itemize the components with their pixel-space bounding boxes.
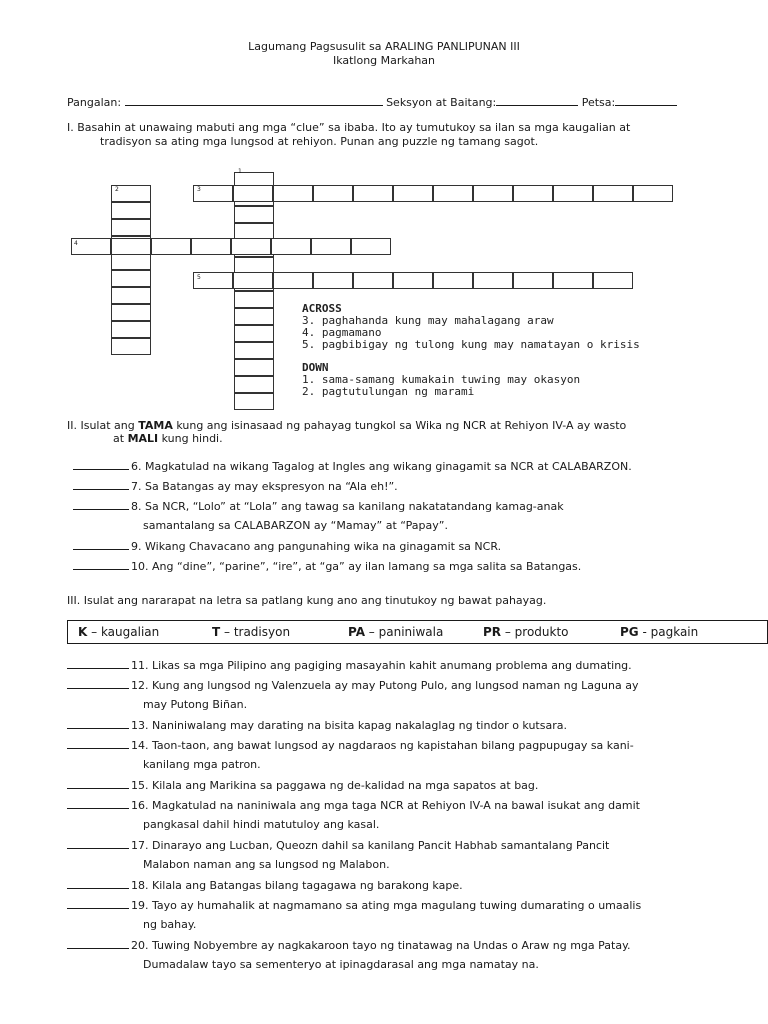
crossword-cell[interactable]: [473, 185, 513, 202]
crossword-cell[interactable]: [111, 270, 151, 287]
crossword-clues: [302, 303, 640, 398]
question-text: Tuwing Nobyembre ay nagkakaroon tayo ng tinatawag na Undas o Araw ng mga Patay.: [152, 939, 631, 952]
question-text: Kilala ang Batangas bilang tagagawa ng barakong kape.: [152, 879, 463, 892]
crossword-cell[interactable]: [111, 338, 151, 355]
question-number: 7.: [131, 480, 145, 493]
question-text: ng bahay.: [143, 918, 197, 931]
question-item: [67, 778, 538, 793]
question-item: [73, 559, 581, 574]
crossword-cell[interactable]: [151, 238, 191, 255]
crossword-cell[interactable]: [273, 185, 313, 202]
crossword-cell[interactable]: [111, 321, 151, 338]
answer-blank[interactable]: [67, 898, 129, 909]
across-clue: 3. paghahanda kung may mahalagang araw: [302, 314, 554, 327]
crossword-cell[interactable]: [313, 272, 353, 289]
question-item: [67, 878, 463, 893]
section-label: Seksyon at Baitang:: [386, 96, 497, 109]
question-text: may Putong Biñan.: [143, 698, 248, 711]
question-item: [73, 459, 632, 474]
name-label: Pangalan:: [67, 96, 122, 109]
part2-instruction-cont: at MALI kung hindi.: [113, 432, 223, 445]
question-item-continuation: [143, 958, 539, 972]
crossword-cell[interactable]: [234, 359, 274, 376]
crossword-cell[interactable]: [234, 206, 274, 223]
section-field[interactable]: [496, 95, 578, 106]
legend-item: K – kaugalian: [78, 625, 160, 639]
crossword-cell[interactable]: [234, 376, 274, 393]
crossword-cell[interactable]: [553, 185, 593, 202]
page-title: Lagumang Pagsusulit sa ARALING PANLIPUNAN III: [248, 40, 520, 53]
answer-blank[interactable]: [67, 798, 129, 809]
crossword-cell[interactable]: [433, 272, 473, 289]
question-number: 8.: [131, 500, 145, 513]
crossword-cell[interactable]: [111, 238, 151, 255]
question-item: [67, 938, 631, 953]
crossword-cell[interactable]: [351, 238, 391, 255]
legend-item: PG - pagkain: [620, 625, 699, 639]
question-number: 17.: [131, 839, 152, 852]
question-text: Tayo ay humahalik at nagmamano sa ating mga magulang tuwing dumarating o umaalis: [152, 899, 642, 912]
question-item-continuation: [143, 698, 247, 712]
part1-instruction-cont: tradisyon sa ating mga lungsod at rehiyon. Punan ang puzzle ng tamang sagot.: [100, 135, 539, 148]
crossword-cell[interactable]: [353, 185, 393, 202]
crossword-cell[interactable]: [233, 272, 273, 289]
answer-key-legend: [67, 620, 768, 644]
clue-number-5: 5: [197, 274, 201, 281]
date-field[interactable]: [615, 95, 677, 106]
across-clue: 4. pagmamano: [302, 326, 382, 339]
date-label: Petsa:: [581, 96, 616, 109]
question-text: Magkatulad na wikang Tagalog at Ingles ang wikang ginagamit sa NCR at CALABARZON.: [145, 460, 632, 473]
answer-blank[interactable]: [67, 718, 129, 729]
answer-blank[interactable]: [67, 738, 129, 749]
question-item-continuation: [143, 858, 390, 872]
answer-blank[interactable]: [67, 938, 129, 949]
answer-blank[interactable]: [73, 559, 129, 570]
crossword-cell[interactable]: [553, 272, 593, 289]
question-item: [67, 898, 641, 913]
question-text: Magkatulad na naniniwala ang mga taga NCR at Rehiyon IV-A na bawal isukat ang damit: [152, 799, 640, 812]
answer-blank[interactable]: [73, 539, 129, 550]
question-text: Taon-taon, ang bawat lungsod ay nagdaraos ng kapistahan bilang pagpupugay sa kani-: [152, 739, 634, 752]
clue-number-4: 4: [74, 240, 78, 247]
crossword-cell[interactable]: [233, 185, 273, 202]
question-item: [67, 738, 634, 753]
crossword-cell[interactable]: [513, 185, 553, 202]
answer-blank[interactable]: [67, 838, 129, 849]
question-item: [73, 479, 398, 494]
question-number: 13.: [131, 719, 152, 732]
question-text: Malabon naman ang sa lungsod ng Malabon.: [143, 858, 390, 871]
across-clue: 5. pagbibigay ng tulong kung may namatayan o krisis: [302, 338, 640, 351]
crossword-cell[interactable]: [111, 287, 151, 304]
answer-blank[interactable]: [67, 678, 129, 689]
question-item: [67, 798, 640, 813]
question-text: Ang “dine”, “parine”, “ire”, at “ga” ay ilan lamang sa mga salita sa Batangas.: [152, 560, 582, 573]
answer-blank[interactable]: [73, 499, 129, 510]
name-field[interactable]: [125, 95, 383, 106]
tama-keyword: TAMA: [138, 419, 173, 432]
question-number: 6.: [131, 460, 145, 473]
question-item-continuation: [143, 818, 379, 832]
crossword-cell[interactable]: [191, 238, 231, 255]
question-number: 10.: [131, 560, 152, 573]
question-text: Dumadalaw tayo sa sementeryo at ipinagdarasal ang mga namatay na.: [143, 958, 539, 971]
crossword-cell[interactable]: [234, 325, 274, 342]
question-item-continuation: [143, 519, 448, 533]
down-clue: 2. pagtutulungan ng marami: [302, 385, 475, 398]
legend-item: T – tradisyon: [212, 625, 291, 639]
part2-instruction: II. Isulat ang TAMA kung ang isinasaad ng pahayag tungkol sa Wika ng NCR at Rehiyon IV-A ay wasto: [67, 419, 627, 432]
part1-instruction: I. Basahin at unawaing mabuti ang mga “clue” sa ibaba. Ito ay tumutukoy sa ilan sa mga kaugalian at: [67, 121, 631, 134]
crossword-cell[interactable]: [393, 185, 433, 202]
question-number: 19.: [131, 899, 152, 912]
crossword-cell[interactable]: [273, 272, 313, 289]
answer-blank[interactable]: [73, 479, 129, 490]
mali-keyword: MALI: [127, 432, 159, 445]
crossword-cell[interactable]: [234, 308, 274, 325]
clue-number-2: 2: [115, 186, 119, 193]
question-item-continuation: [143, 918, 196, 932]
clue-number-1: 1: [238, 168, 242, 175]
crossword-cell[interactable]: [311, 238, 351, 255]
question-number: 15.: [131, 779, 152, 792]
crossword-cell[interactable]: [513, 272, 553, 289]
question-text: Kilala ang Marikina sa paggawa ng de-kalidad na mga sapatos at bag.: [152, 779, 539, 792]
answer-blank[interactable]: [67, 878, 129, 889]
crossword-cell[interactable]: [593, 185, 633, 202]
question-number: 11.: [131, 659, 152, 672]
question-item: [67, 658, 632, 673]
question-item: [67, 678, 638, 693]
question-number: 12.: [131, 679, 152, 692]
answer-blank[interactable]: [67, 778, 129, 789]
question-number: 9.: [131, 540, 145, 553]
question-item: [67, 718, 567, 733]
question-number: 20.: [131, 939, 152, 952]
question-item-continuation: [143, 758, 261, 772]
crossword-cell[interactable]: [234, 342, 274, 359]
answer-blank[interactable]: [67, 658, 129, 669]
question-text: kanilang mga patron.: [143, 758, 261, 771]
question-item: [73, 539, 501, 554]
question-text: Sa NCR, “Lolo” at “Lola” ang tawag sa kanilang nakatatandang kamag-anak: [145, 500, 564, 513]
question-item: [73, 499, 564, 514]
part3-instruction: III. Isulat ang nararapat na letra sa patlang kung ano ang tinutukoy ng bawat pahayag.: [67, 594, 547, 607]
crossword-cell[interactable]: [313, 185, 353, 202]
crossword-cell[interactable]: [393, 272, 433, 289]
question-number: 18.: [131, 879, 152, 892]
crossword-cell[interactable]: [111, 202, 151, 219]
crossword-cell[interactable]: [111, 253, 151, 270]
legend-item: PR – produkto: [483, 625, 569, 639]
crossword-cell[interactable]: [271, 238, 311, 255]
question-text: Likas sa mga Pilipino ang pagiging masayahin kahit anumang problema ang dumating.: [152, 659, 632, 672]
question-text: pangkasal dahil hindi matutuloy ang kasal.: [143, 818, 380, 831]
clue-number-3: 3: [197, 186, 201, 193]
crossword-cell[interactable]: [111, 304, 151, 321]
crossword-cell[interactable]: [633, 185, 673, 202]
legend-item: PA – paniniwala: [348, 625, 444, 639]
answer-blank[interactable]: [73, 459, 129, 470]
question-text: Naniniwalang may darating na bisita kapag nakalaglag ng tindor o kutsara.: [152, 719, 567, 732]
question-number: 16.: [131, 799, 152, 812]
down-clue: 1. sama-samang kumakain tuwing may okasyon: [302, 373, 581, 386]
question-number: 14.: [131, 739, 152, 752]
question-text: Wikang Chavacano ang pangunahing wika na ginagamit sa NCR.: [145, 540, 502, 553]
question-text: samantalang sa CALABARZON ay “Mamay” at “Papay”.: [143, 519, 448, 532]
crossword-cell[interactable]: [473, 272, 513, 289]
crossword-cell[interactable]: [593, 272, 633, 289]
crossword-cell[interactable]: [231, 238, 271, 255]
student-info-line: [67, 95, 677, 110]
page-subtitle: Ikatlong Markahan: [332, 54, 436, 67]
across-heading: ACROSS: [302, 302, 342, 315]
crossword-cell[interactable]: [234, 291, 274, 308]
question-text: Kung ang lungsod ng Valenzuela ay may Putong Pulo, ang lungsod naman ng Laguna ay: [152, 679, 639, 692]
crossword-cell[interactable]: [353, 272, 393, 289]
crossword-cell[interactable]: [433, 185, 473, 202]
question-text: Dinarayo ang Lucban, Queozn dahil sa kanilang Pancit Habhab samantalang Pancit: [152, 839, 610, 852]
down-heading: DOWN: [302, 361, 329, 374]
question-item: [67, 838, 609, 853]
question-text: Sa Batangas ay may ekspresyon na “Ala eh!”.: [145, 480, 398, 493]
crossword-cell[interactable]: [111, 219, 151, 236]
crossword-cell[interactable]: [234, 393, 274, 410]
